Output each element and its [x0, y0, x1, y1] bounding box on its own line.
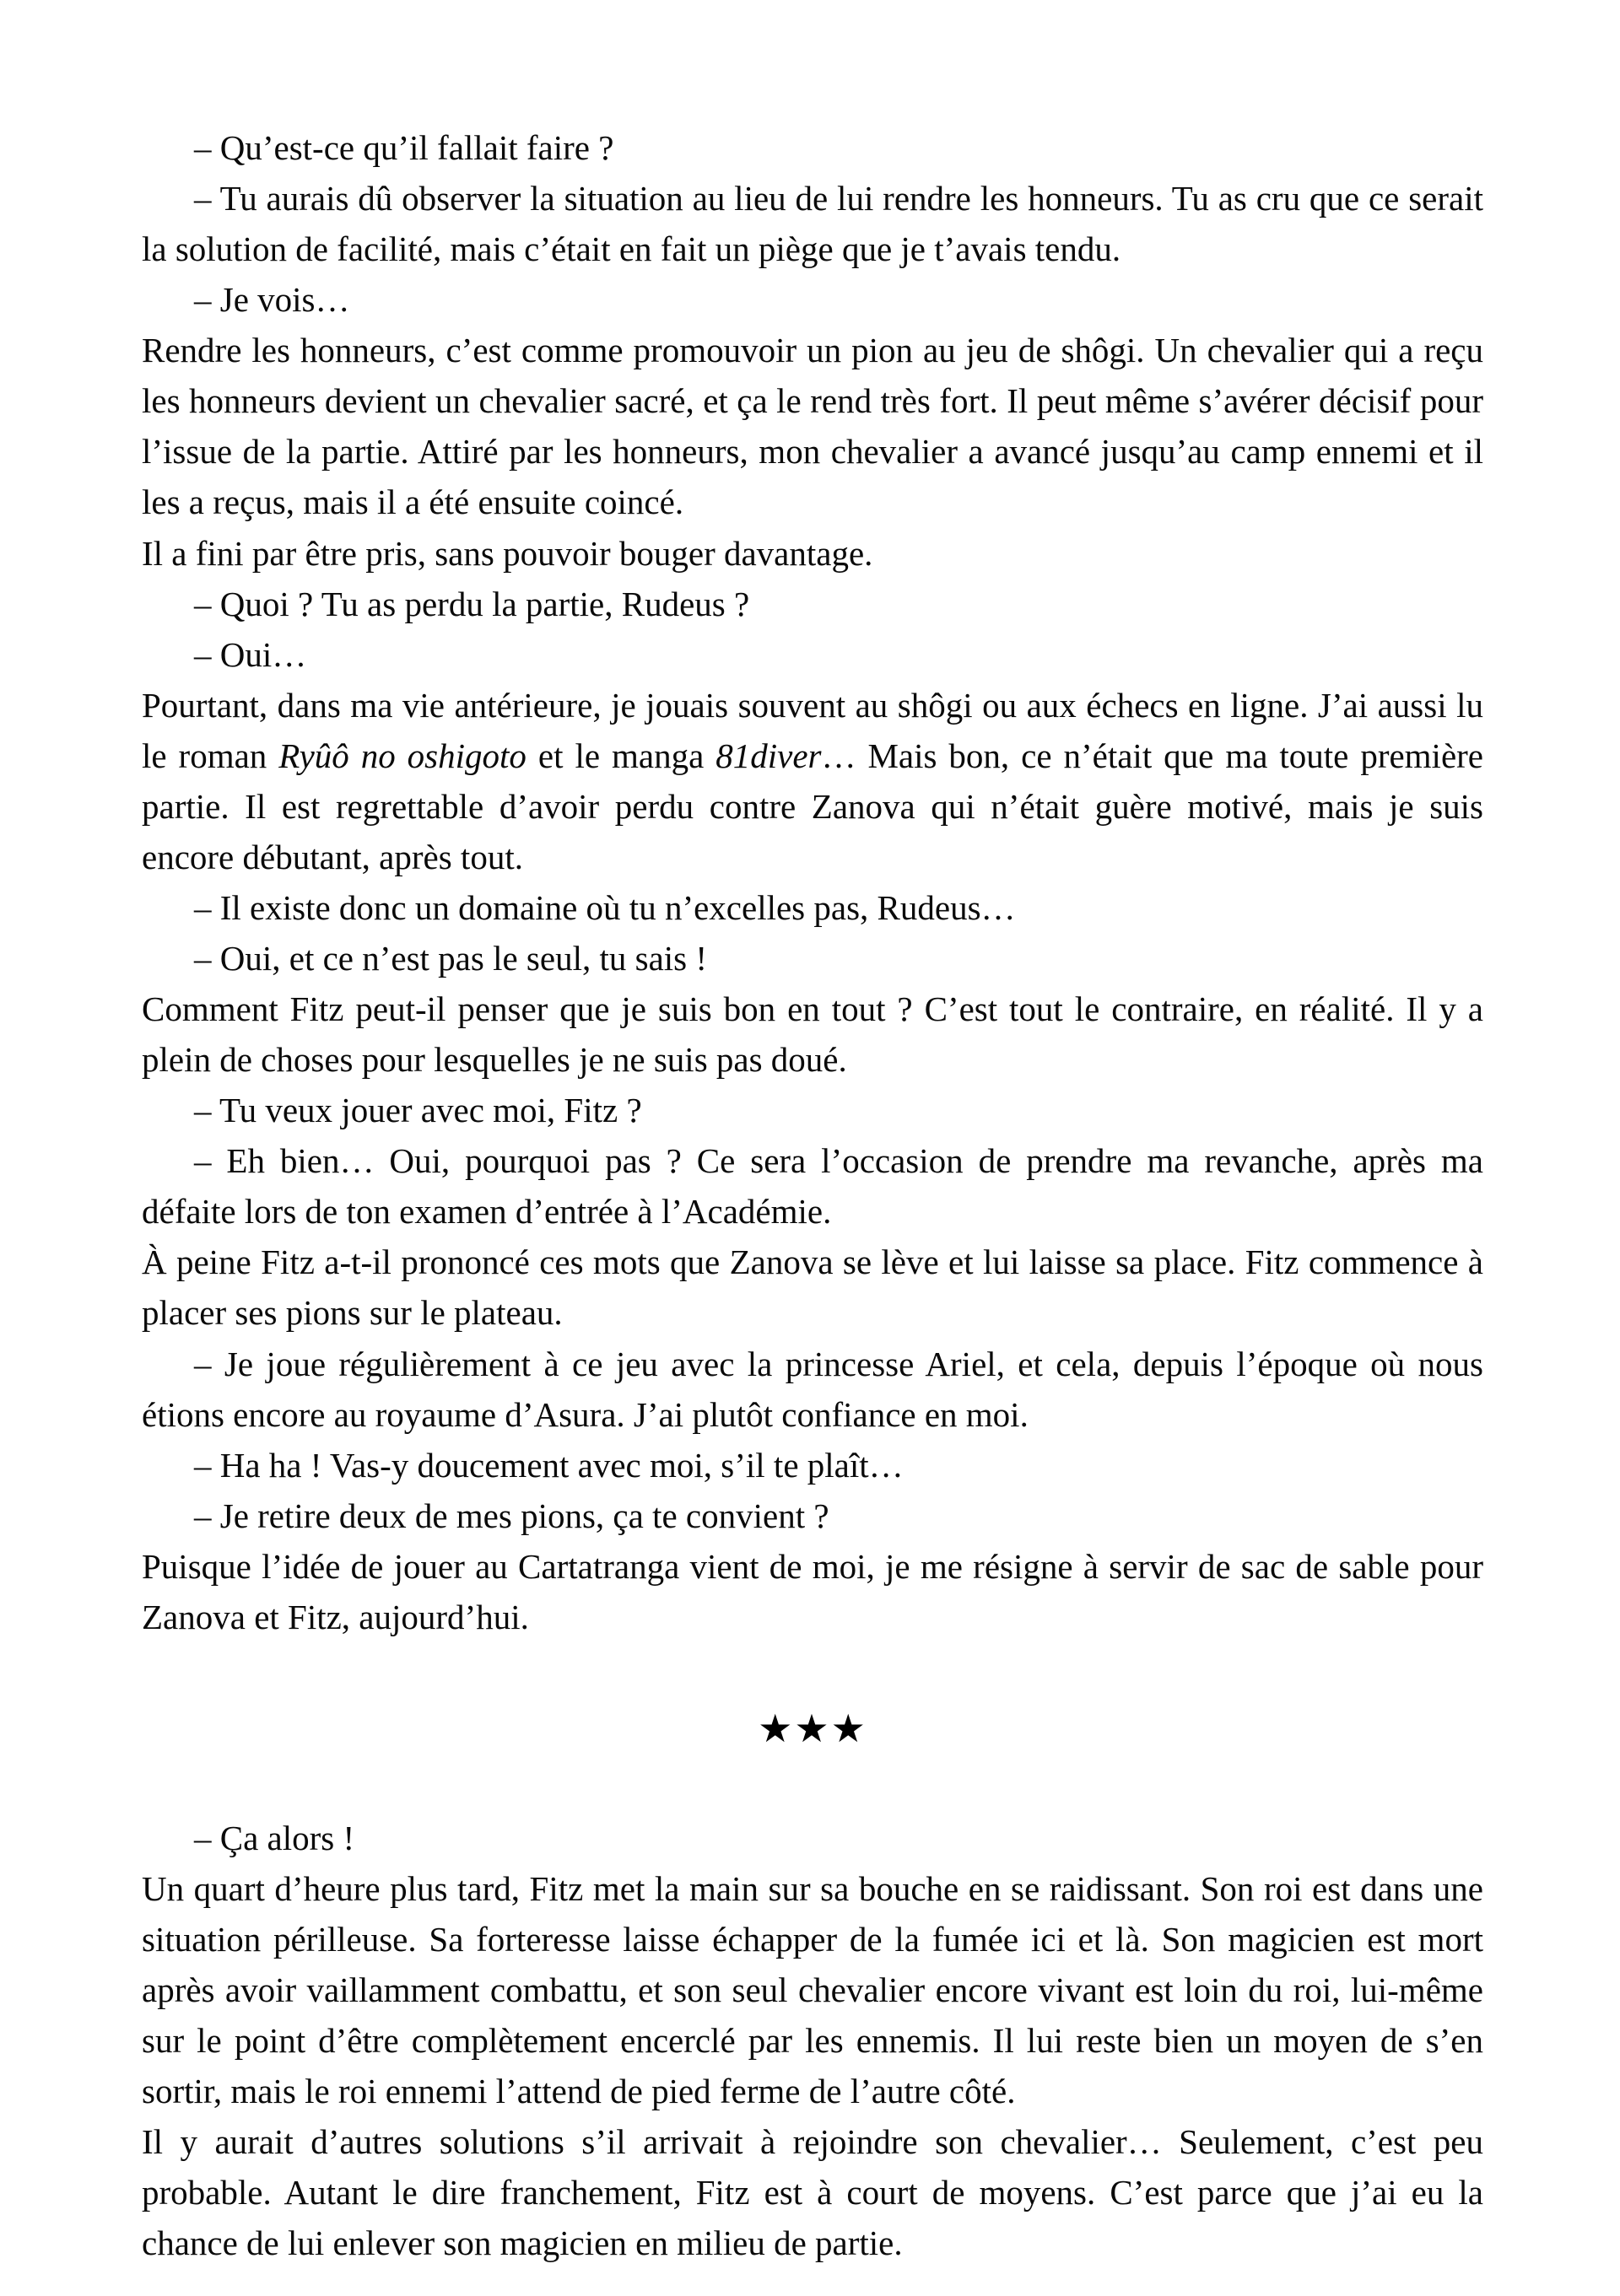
spacer: [142, 1642, 1483, 1690]
narration-paragraph: Il y aurait d’autres solutions s’il arrivait à rejoindre son chevalier… Seulement, c’est peu probable. Autant le dire franchement, Fitz est à court de moyens. C’est parce que j’ai eu la chance de lui enlever son magicien en milieu de partie.: [142, 2122, 1483, 2263]
narration-paragraph: Puisque l’idée de jouer au Cartatranga vient de moi, je me résigne à servir de sac de sable pour Zanova et Fitz, aujourd’hui.: [142, 1546, 1483, 1636]
narration-paragraph: Rendre les honneurs, c’est comme promouvoir un pion au jeu de shôgi. Un chevalier qui a reçu les honneurs devient un chevalier sacré, et ça le rend très fort. Il peut même s’avérer décisif pour l’issue de la partie. Attiré par les honneurs, mon chevalier a avancé jusqu’au camp ennemi et il les a reçus, mais il a été ensuite coincé.: [142, 331, 1483, 522]
italic-manga-title: 81diver: [716, 736, 822, 775]
dialogue-line: – Tu veux jouer avec moi, Fitz ?: [194, 1091, 642, 1130]
dialogue-line: – Oui…: [194, 634, 307, 674]
dialogue-paragraph: – Tu aurais dû observer la situation au lieu de lui rendre les honneurs. Tu as cru que ce serait la solution de facilité, mais c’était en fait un piège que je t’avais tendu.: [142, 179, 1483, 269]
dialogue-line: – Il existe donc un domaine où tu n’excelles pas, Rudeus…: [194, 887, 1016, 927]
three-stars-icon: ★★★: [758, 1705, 867, 1751]
spacer: [142, 1767, 1483, 1813]
narration-paragraph: Il a fini par être pris, sans pouvoir bouger davantage.: [142, 533, 873, 573]
dialogue-paragraph: – Je joue régulièrement à ce jeu avec la princesse Ariel, et cela, depuis l’époque où nous étions encore au royaume d’Asura. J’ai plutôt confiance en moi.: [142, 1344, 1483, 1434]
dialogue-line: – Ha ha ! Vas-y doucement avec moi, s’il te plaît…: [194, 1445, 904, 1485]
text-segment: … Mais bon, ce n’était que ma toute première partie. Il est regrettable d’avoir perdu contre Zanova qui n’était guère motivé, mais je suis encore débutant, après tout.: [142, 736, 1483, 876]
dialogue-line: – Je vois…: [194, 280, 350, 320]
scene-divider: [142, 1690, 1483, 1767]
text-segment: Pourtant, dans ma vie antérieure, je jouais souvent au shôgi ou aux échecs en ligne. J’ai aussi lu le roman: [142, 685, 1483, 775]
text-segment: et le manga: [526, 736, 716, 775]
narration-paragraph: Un quart d’heure plus tard, Fitz met la main sur sa bouche en se raidissant. Son roi est dans une situation périlleuse. Sa forteresse laisse échapper de la fumée ici et là. Son magicien est mort après avoir vaillamment combattu, et son seul chevalier encore vivant est loin du roi, lui-même sur le point d’être complètement encerclé par les ennemis. Il lui reste bien un moyen de s’en sortir, mais le roi ennemi l’attend de pied ferme de l’autre côté.: [142, 1868, 1483, 2111]
dialogue-line: – Ça alors !: [194, 1818, 355, 1857]
italic-novel-title: Ryûô no oshigoto: [278, 736, 526, 775]
narration-paragraph: À peine Fitz a-t-il prononcé ces mots que Zanova se lève et lui laisse sa place. Fitz commence à placer ses pions sur le plateau.: [142, 1242, 1483, 1333]
narration-paragraph-with-titles: [142, 680, 1483, 882]
dialogue-line: – Oui, et ce n’est pas le seul, tu sais !: [194, 939, 708, 978]
dialogue-line: – Quoi ? Tu as perdu la partie, Rudeus ?: [194, 584, 750, 623]
dialogue-line: – Qu’est-ce qu’il fallait faire ?: [194, 128, 614, 167]
page-text-column: [142, 122, 1483, 2268]
dialogue-paragraph: – Eh bien… Oui, pourquoi pas ? Ce sera l’occasion de prendre ma revanche, après ma défaite lors de ton examen d’entrée à l’Académie.: [142, 1141, 1483, 1232]
dialogue-line: – Je retire deux de mes pions, ça te convient ?: [194, 1496, 829, 1535]
narration-paragraph: Comment Fitz peut-il penser que je suis bon en tout ? C’est tout le contraire, en réalité. Il y a plein de choses pour lesquelles je ne suis pas doué.: [142, 989, 1483, 1080]
